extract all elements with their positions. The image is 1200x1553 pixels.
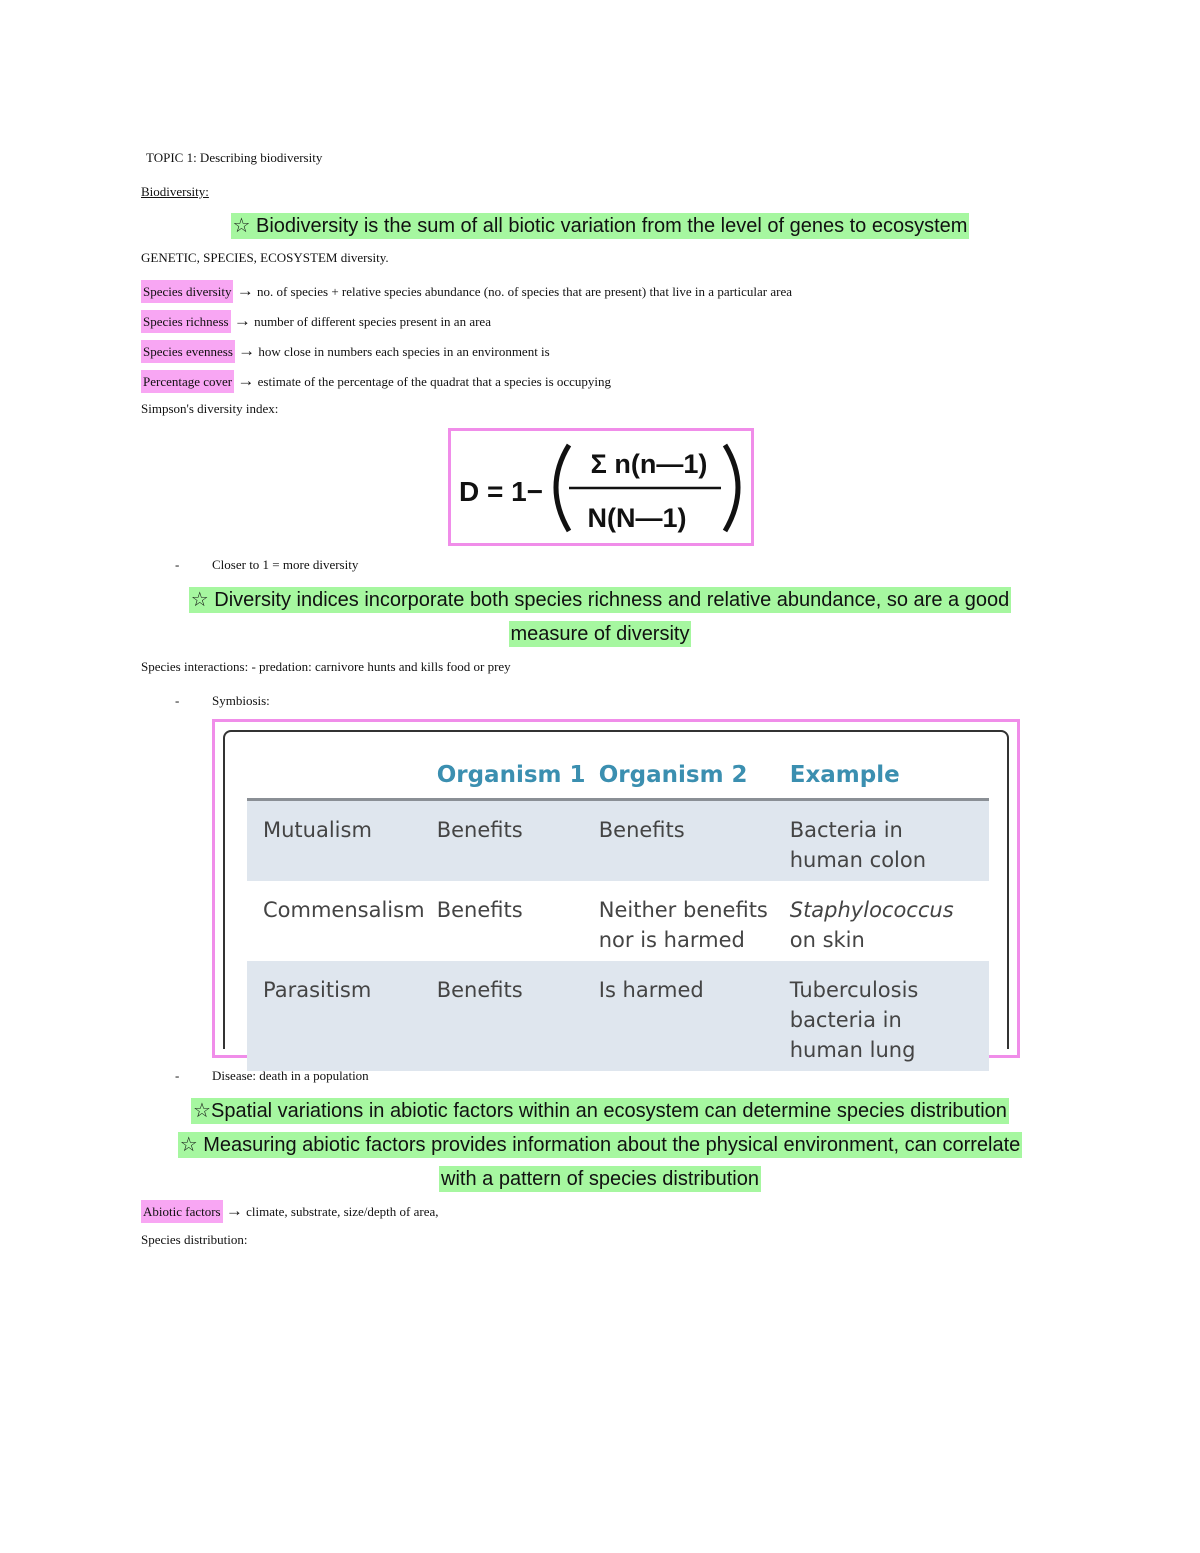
formula-denominator: N(N—1) [587, 503, 687, 533]
term-definition: no. of species + relative species abundance (no. of species that are present) that live in a particular area [256, 284, 793, 299]
formula-numerator: Σ n(n—1) [590, 449, 708, 479]
callout-text: ☆ Biodiversity is the sum of all biotic variation from the level of genes to ecosystem [232, 215, 968, 237]
header-cell [247, 754, 437, 800]
table-row [247, 961, 989, 1071]
callout-text: measure of diversity [510, 623, 690, 645]
arrow-icon: → [225, 1201, 243, 1220]
table-row [247, 800, 989, 882]
diversity-levels: GENETIC, SPECIES, ECOSYSTEM diversity. [141, 250, 389, 265]
cell-example [790, 800, 989, 882]
example-line: Tuberculosis [789, 978, 919, 1002]
header-cell: Organism 2 [599, 754, 790, 800]
abiotic-row [141, 1201, 439, 1221]
term-definition: climate, substrate, size/depth of area, [246, 1204, 439, 1219]
term-row [141, 336, 792, 366]
header-cell: Example [790, 754, 989, 800]
term-row [141, 276, 792, 306]
table-frame [223, 730, 1009, 1062]
term-row [141, 366, 792, 396]
section-heading: Biodiversity: [141, 184, 209, 199]
example-line: human lung [789, 1038, 916, 1062]
arrow-icon: → [236, 281, 254, 300]
callout-biodiversity [0, 209, 1200, 243]
callout-text: ☆ Diversity indices incorporate both species richness and relative abundance, so are a good [190, 589, 1010, 611]
cell-type: Mutualism [247, 800, 437, 882]
example-line: on skin [789, 928, 865, 952]
cell-org1: Benefits [437, 961, 599, 1071]
callout-diversity-indices [0, 583, 1200, 651]
table-row [247, 881, 989, 961]
cell-type: Commensalism [263, 898, 425, 922]
term-definition: estimate of the percentage of the quadrat that a species is occupying [257, 374, 612, 389]
bullet-symbiosis: Symbiosis: [212, 693, 270, 708]
cell-org2: Benefits [599, 800, 790, 882]
term-definition: number of different species present in an area [254, 314, 491, 329]
bullet-dash: - [175, 693, 180, 708]
cell-example [790, 881, 989, 961]
formula-lhs: D = 1− [459, 476, 544, 507]
term-label: Abiotic factors [141, 1200, 223, 1223]
table-header-row [247, 754, 989, 800]
example-line: Staphylococcus [789, 898, 954, 922]
callout-text: with a pattern of species distribution [441, 1168, 759, 1190]
term-definition: how close in numbers each species in an environment is [258, 344, 550, 359]
symbiosis-figure [212, 719, 1020, 1062]
formula-graphic [451, 431, 751, 543]
terms-list [141, 276, 792, 396]
callout-text: ☆ Measuring abiotic factors provides information about the physical environment, can correlate [179, 1134, 1021, 1156]
cell-org2 [599, 881, 790, 961]
bullet-disease: Disease: death in a population [212, 1068, 369, 1083]
topic-title: TOPIC 1: Describing biodiversity [146, 150, 323, 165]
species-interactions: Species interactions: - predation: carnivore hunts and kills food or prey [141, 659, 511, 674]
example-line: Bacteria in [789, 818, 903, 842]
simpson-label: Simpson's diversity index: [141, 401, 279, 416]
arrow-icon: → [237, 371, 255, 390]
org2-line: nor is harmed [598, 928, 745, 952]
term-row [141, 306, 792, 336]
bullet-dash: - [175, 1068, 180, 1083]
cell-org2: Is harmed [599, 961, 790, 1071]
term-label: Species diversity [141, 280, 233, 303]
org2-line: Neither benefits [598, 898, 768, 922]
bullet-closer: Closer to 1 = more diversity [212, 557, 359, 572]
header-cell: Organism 1 [437, 754, 599, 800]
callout-measuring-abiotic [0, 1128, 1200, 1196]
example-line: human colon [789, 848, 927, 872]
term-label: Species evenness [141, 340, 235, 363]
left-paren [556, 445, 569, 531]
callout-text: ☆Spatial variations in abiotic factors within an ecosystem can determine species distribution [193, 1100, 1007, 1122]
callout-spatial-variation [0, 1094, 1200, 1128]
symbiosis-table [247, 754, 989, 1071]
arrow-icon: → [233, 311, 251, 330]
arrow-icon: → [238, 341, 256, 360]
cell-org1: Benefits [436, 898, 523, 922]
species-distribution-label: Species distribution: [141, 1232, 248, 1247]
cell-org1: Benefits [437, 800, 599, 882]
simpson-formula [448, 428, 754, 546]
term-label: Species richness [141, 310, 231, 333]
bullet-dash: - [175, 557, 180, 572]
term-label: Percentage cover [141, 370, 234, 393]
right-paren [725, 445, 738, 531]
example-line: bacteria in [789, 1008, 902, 1032]
cell-type: Parasitism [247, 961, 437, 1071]
cell-example [790, 961, 989, 1071]
